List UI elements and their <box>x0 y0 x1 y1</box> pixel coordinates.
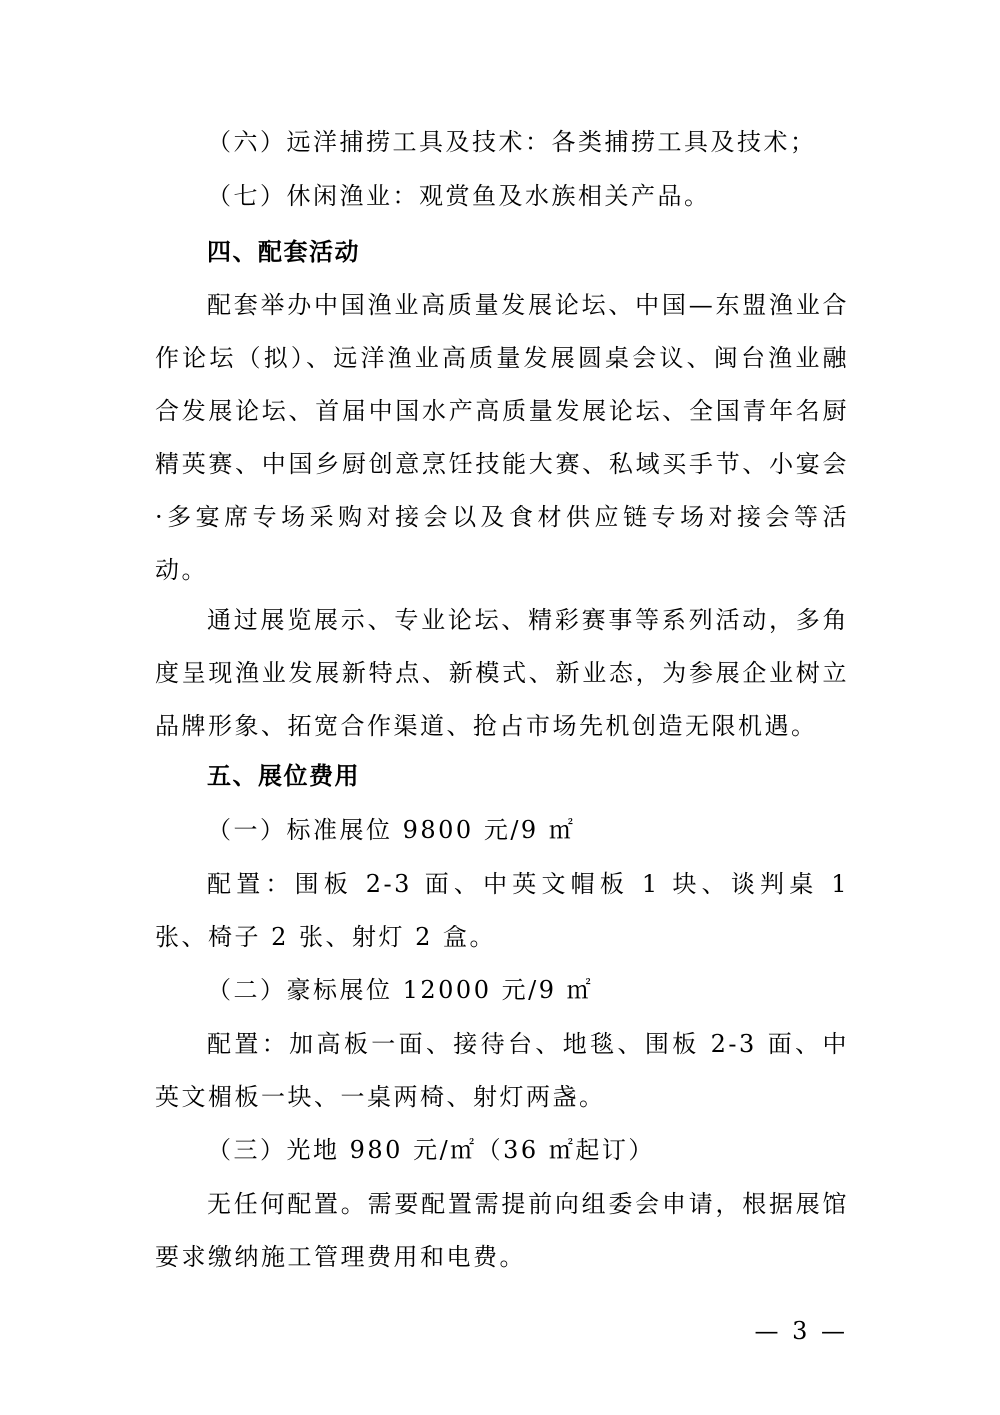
paragraph-activities-purpose: 通过展览展示、专业论坛、精彩赛事等系列活动，多角度呈现渔业发展新特点、新模式、新业态，为参展企业树立品牌形象、拓宽合作渠道、抢占市场先机创造无限机遇。 <box>155 606 849 740</box>
paragraph-standard-config: 配置：围板 2-3 面、中英文帽板 1 块、谈判桌 1 张、椅子 2 张、射灯 2 盒。 <box>155 870 849 951</box>
paragraph-fishing-tools: （六）远洋捕捞工具及技术：各类捕捞工具及技术； <box>207 128 817 156</box>
heading-booth-fees: 五、展位费用 <box>207 762 360 790</box>
paragraph-deluxe-booth: （二）豪标展位 12000 元/9 ㎡ <box>207 976 594 1004</box>
paragraph-leisure-fishery: （七）休闲渔业：观赏鱼及水族相关产品。 <box>207 182 711 210</box>
paragraph-raw-space-config: 无任何配置。需要配置需提前向组委会申请，根据展馆要求缴纳施工管理费用和电费。 <box>155 1190 849 1271</box>
paragraph-deluxe-config: 配置：加高板一面、接待台、地毯、围板 2-3 面、中英文楣板一块、一桌两椅、射灯两盏。 <box>155 1030 849 1111</box>
page-number: — 3 — <box>754 1317 848 1345</box>
paragraph-raw-space: （三）光地 980 元/㎡（36 ㎡起订） <box>207 1136 655 1164</box>
paragraph-standard-booth: （一）标准展位 9800 元/9 ㎡ <box>207 816 576 844</box>
paragraph-activities-list: 配套举办中国渔业高质量发展论坛、中国—东盟渔业合作论坛（拟）、远洋渔业高质量发展圆桌会议、闽台渔业融合发展论坛、首届中国水产高质量发展论坛、全国青年名厨精英赛、中国乡厨创意烹饪技能大赛、私域买手节、小宴会·多宴席专场采购对接会以及食材供应链专场对接会等活动。 <box>155 291 849 584</box>
heading-supporting-activities: 四、配套活动 <box>207 238 360 266</box>
